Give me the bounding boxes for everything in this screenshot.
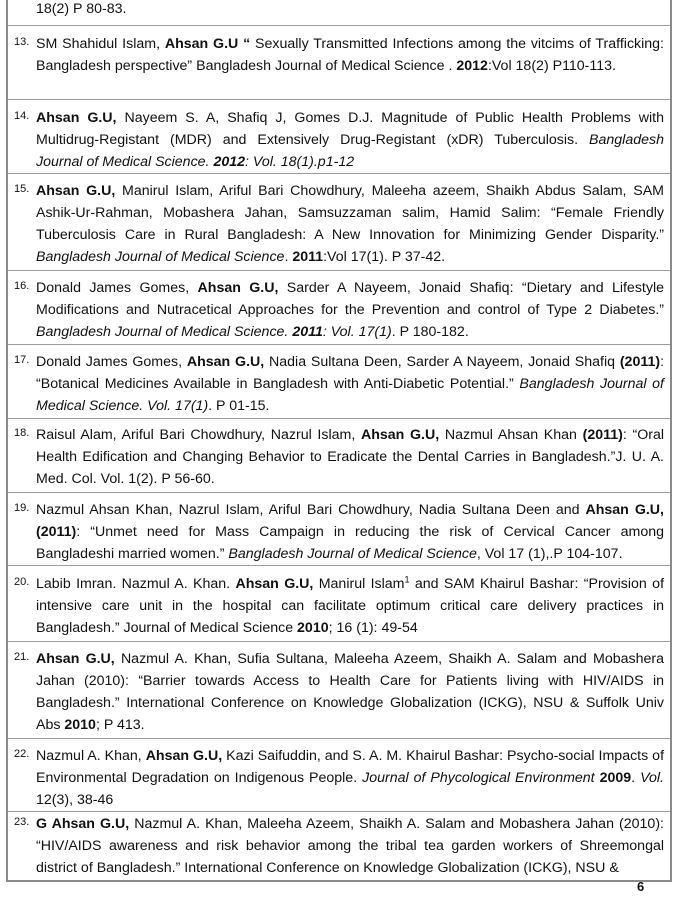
reference-number: 21. [14, 651, 30, 663]
citation-emphasis: Ahsan G.U “ [164, 36, 251, 52]
reference-number: 13. [14, 36, 30, 48]
citation-emphasis: (2011) [619, 354, 661, 370]
reference-number: 23. [14, 816, 30, 828]
citation-text: . [284, 249, 293, 265]
divider [8, 344, 670, 345]
citation-journal: Journal of Phycological Environment [362, 770, 595, 786]
reference-number: 16. [14, 280, 30, 292]
citation-text: Nazmul Ahsan Khan [439, 427, 583, 443]
citation-text: Sexually Transmitted Infections among the vitcims of Trafficking: Bangladesh perspective” Bangladesh Journal of Medical Science . [36, 36, 665, 74]
citation-emphasis: 2011 [292, 249, 324, 265]
citation-text: . [631, 770, 641, 786]
citation-text: Nayeem S. A, Shafiq J, Gomes D.J. Magnitude of Public Health Problems with Multidrug-Registant (MDR) and Extensively Drug-Registant (xDR) Tuberculosis. [36, 110, 664, 148]
reference-number: 17. [14, 354, 30, 366]
reference-text [36, 813, 664, 879]
citation-text: : “Botanical Medicines Available in Bangladesh with Anti-Diabetic Potential.” [36, 354, 665, 392]
continuation-text: 18(2) P 80-83. [36, 1, 127, 17]
citation-text: Nazmul A. Khan, Sufia Sultana, Maleeha Azeem, Shaikh A. Salam and Mobashera Jahan (2010): “Barrier towards Access to Health Care for Patients living with HIV/AIDS in Bangladesh.” International Conference on Knowledge Globalization (ICKG), NSU & Suffolk Univ Abs [36, 651, 664, 733]
reference-text [36, 745, 664, 811]
citation-text: Nazmul A. Khan, [36, 748, 146, 764]
citation-text: ; 16 (1): 49-54 [328, 620, 418, 636]
reference-number: 18. [14, 427, 30, 439]
citation-text: 1 [404, 574, 410, 585]
divider [8, 418, 670, 419]
divider [8, 270, 670, 271]
citation-text: Raisul Alam, Ariful Bari Chowdhury, Nazrul Islam, [36, 427, 361, 443]
citation-text: : “Oral Health Edification and Changing Behavior to Eradicate the Dental Carries in Bangladesh.”J. U. A. Med. Col. Vol. 1(2). P 56-60. [36, 427, 664, 487]
citation-emphasis: 2012 [456, 58, 488, 74]
reference-number: 22. [14, 748, 30, 760]
reference-number: 14. [14, 110, 30, 122]
reference-text [36, 351, 664, 417]
citation-text: Sarder A Nayeem, Jonaid Shafiq: “Dietary and Lifestyle Modifications and Nutracetical Approaches for the Prevention and control of Type 2 Diabetes.” [36, 280, 664, 318]
citation-emphasis: Ahsan G.U, [145, 748, 223, 764]
divider [8, 173, 670, 174]
reference-number: 15. [14, 183, 30, 195]
citation-emphasis: 2010 [64, 717, 96, 733]
citation-emphasis: Ahsan G.U, [36, 651, 115, 667]
reference-text [36, 573, 664, 639]
citation-emphasis: Ahsan G.U, [36, 183, 116, 199]
citation-emphasis: (2011) [582, 427, 623, 443]
citation-emphasis: Ahsan G.U, [235, 576, 314, 592]
citation-emphasis: 2012 [213, 154, 245, 170]
reference-text [36, 424, 664, 490]
reference-text [36, 107, 664, 173]
page-number: 6 [637, 879, 645, 894]
citation-emphasis: Ahsan G.U, [197, 280, 279, 296]
citation-emphasis: Ahsan G.U, [186, 354, 265, 370]
reference-text [36, 648, 664, 736]
citation-text: Manirul Islam, Ariful Bari Chowdhury, Maleeha azeem, Shaikh Abdus Salam, SAM Ashik-Ur-Rahman, Mobashera Jahan, Samsuzzaman salim, Hamid Salim: “Female Friendly Tuberculosis Care in Rural Bangladesh: A New Innovation for Minimizing Gender Disparity.” [36, 183, 664, 243]
citation-emphasis: Ahsan G.U, [36, 110, 117, 126]
divider [8, 738, 670, 739]
divider [8, 565, 670, 566]
citation-journal: Bangladesh Journal of Medical Science. Vol. 17(1) [36, 376, 664, 414]
citation-journal: Bangladesh Journal of Medical Science. [36, 324, 293, 340]
citation-text: , Vol 17 (1),.P 104-107. [476, 546, 623, 562]
citation-text: SM Shahidul Islam, [36, 36, 165, 52]
citation-text: : “Unmet need for Mass Campaign in reducing the risk of Cervical Cancer among Bangladeshi married women.” [36, 524, 664, 562]
citation-journal: : Vol. 18(1).p1-12 [245, 154, 355, 170]
citation-text: :Vol 18(2) P110-113. [487, 58, 616, 74]
reference-text [36, 499, 664, 565]
reference-text [36, 180, 664, 268]
divider [8, 641, 670, 642]
citation-text: and SAM Khairul Bashar: “Provision of intensive care unit in the hospital can facilitate optimum critical care delivery practices in Bangladesh.” Journal of Medical Science [36, 576, 665, 636]
citation-text: Nazmul Ahsan Khan, Nazrul Islam, Ariful Bari Chowdhury, Nadia Sultana Deen and [36, 502, 586, 518]
citation-emphasis: Ahsan G.U, [360, 427, 440, 443]
reference-text [36, 33, 664, 77]
divider [8, 811, 670, 812]
citation-text: :Vol 17(1). P 37-42. [323, 249, 446, 265]
reference-text [36, 277, 664, 343]
citation-emphasis: 2010 [297, 620, 329, 636]
citation-emphasis: G Ahsan G.U, [36, 816, 130, 832]
citation-text: ; P 413. [95, 717, 145, 733]
divider [8, 492, 670, 493]
citation-text: 12(3), 38-46 [36, 792, 114, 808]
divider [8, 25, 670, 26]
citation-journal: : Vol. 17(1) [322, 324, 392, 340]
citation-text: Labib Imran. Nazmul A. Khan. [36, 576, 236, 592]
citation-emphasis: Ahsan G.U, (2011) [36, 502, 664, 540]
divider [8, 99, 670, 100]
citation-text: Manirul Islam [313, 576, 405, 592]
citation-text: Donald James Gomes, [36, 280, 198, 296]
reference-number: 20. [14, 576, 30, 588]
citation-text: Nazmul A. Khan, Maleeha Azeem, Shaikh A. Salam and Mobashera Jahan (2010): “HIV/AIDS awareness and risk behavior among the tribal tea garden workers of Shreemongal district of Bangladesh.” International Conference on Knowledge Globalization (ICKG), NSU & [36, 816, 664, 876]
citation-journal: Bangladesh Journal of Medical Science [36, 249, 285, 265]
citation-text: Donald James Gomes, [36, 354, 187, 370]
citation-text: Kazi Saifuddin, and S. A. M. Khairul Bashar: Psycho-social Impacts of Environmental Degradation on Indigenous People. [36, 748, 665, 786]
citation-journal: Bangladesh Journal of Medical Science [228, 546, 477, 562]
reference-number: 19. [14, 502, 30, 514]
citation-emphasis: 2009 [599, 770, 632, 786]
citation-text: . P 01-15. [208, 398, 270, 414]
citation-text: Nadia Sultana Deen, Sarder A Nayeem, Jonaid Shafiq [264, 354, 620, 370]
citation-journal: Bangladesh Journal of Medical Science. [36, 132, 664, 170]
citation-text: . P 180-182. [391, 324, 469, 340]
citation-journal: Vol. [640, 770, 664, 786]
citation-emphasis: 2011 [292, 324, 323, 340]
reference-list-frame [6, 0, 672, 882]
